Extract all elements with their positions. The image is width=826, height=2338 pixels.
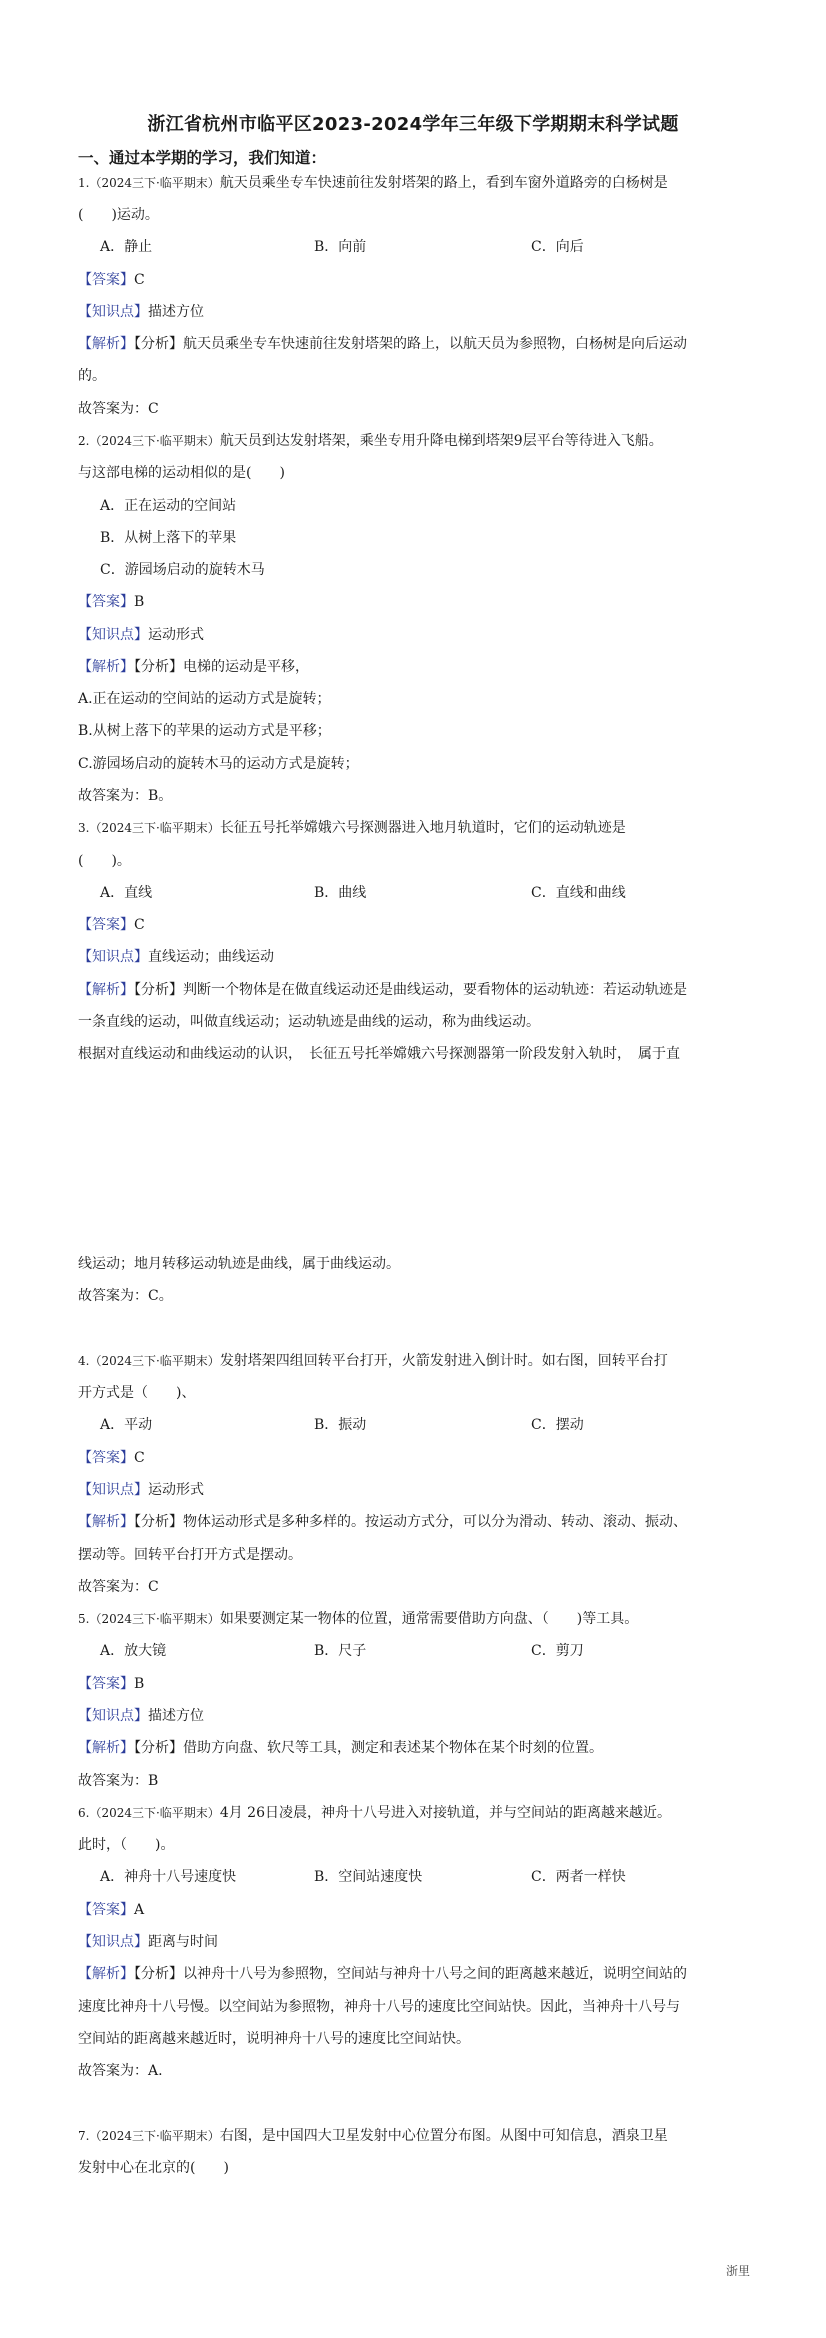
page-title: 浙江省杭州市临平区2023-2024学年三年级下学期期末科学试题 [147, 114, 679, 135]
analysis-line: 【解析】【分析】物体运动形式是多种多样的。按运动方式分，可以分为滑动、转动、滚动、振动、 [78, 1514, 687, 1530]
question-5-stem: 5.（2024三下·临平期末）如果要测定某一物体的位置，通常需要借助方向盘、（ )等工具。 [78, 1611, 639, 1627]
analysis-line: 的。 [78, 368, 106, 384]
conclusion-line: 故答案为：C [78, 1579, 159, 1595]
option-c: C．摆动 [531, 1417, 584, 1433]
question-2-stem: 2.（2024三下·临平期末）航天员到达发射塔架，乘坐专用升降电梯到塔架9层平台等待进入飞船。 [78, 433, 663, 449]
question-2-stem-cont: 与这部电梯的运动相似的是( ) [78, 465, 285, 481]
knowledge-line: 【知识点】描述方位 [78, 1708, 204, 1724]
knowledge-line: 【知识点】运动形式 [78, 1482, 204, 1498]
question-3-source: 3.（2024三下·临平期末） [78, 821, 220, 835]
conclusion-line: 故答案为：C。 [78, 1288, 173, 1304]
answer-line: 【答案】C [78, 1450, 145, 1466]
analysis-line: 【解析】【分析】电梯的运动是平移， [78, 659, 309, 675]
analysis-line: 摆动等。回转平台打开方式是摆动。 [78, 1547, 302, 1563]
footer-mark: 浙里 [726, 2264, 751, 2278]
answer-line: 【答案】B [78, 1676, 145, 1692]
answer-line: 【答案】B [78, 594, 145, 610]
answer-line: 【答案】C [78, 917, 145, 933]
question-7-stem-cont: 发射中心在北京的( ) [78, 2160, 229, 2176]
question-6-source: 6.（2024三下·临平期末） [78, 1806, 220, 1820]
option-c: C．向后 [531, 239, 584, 255]
option-a: A．直线 [100, 885, 153, 901]
answer-line: 【答案】C [78, 272, 145, 288]
option-b: B．空间站速度快 [314, 1869, 423, 1885]
analysis-line: 一条直线的运动，叫做直线运动；运动轨迹是曲线的运动，称为曲线运动。 [78, 1014, 540, 1030]
option-b: B．向前 [314, 239, 367, 255]
analysis-line: 【解析】【分析】借助方向盘、软尺等工具，测定和表述某个物体在某个时刻的位置。 [78, 1740, 603, 1756]
question-6-stem-cont: 此时，（ )。 [78, 1837, 175, 1853]
answer-line: 【答案】A [78, 1902, 145, 1918]
analysis-line: 速度比神舟十八号慢。以空间站为参照物，神舟十八号的速度比空间站快。因此，当神舟十八号与 [78, 1999, 680, 2015]
option-b: B．振动 [314, 1417, 367, 1433]
question-3-stem-cont: ( )。 [78, 853, 131, 869]
option-c: C．游园场启动的旋转木马 [100, 562, 265, 578]
question-7-stem: 7.（2024三下·临平期末）右图，是中国四大卫星发射中心位置分布图。从图中可知信息，酒泉卫星 [78, 2128, 668, 2144]
analysis-line: 空间站的距离越来越近时，说明神舟十八号的速度比空间站快。 [78, 2031, 470, 2047]
section-heading: 一、通过本学期的学习，我们知道： [78, 149, 327, 167]
option-c: C．两者一样快 [531, 1869, 626, 1885]
knowledge-line: 【知识点】运动形式 [78, 627, 204, 643]
question-1-stem-cont: ( )运动。 [78, 207, 159, 223]
question-6-stem: 6.（2024三下·临平期末）4月 26日凌晨，神舟十八号进入对接轨道，并与空间站的距离越来越近。 [78, 1805, 671, 1821]
question-5-source: 5.（2024三下·临平期末） [78, 1612, 220, 1626]
analysis-line: 【解析】【分析】判断一个物体是在做直线运动还是曲线运动，要看物体的运动轨迹：若运动轨迹是 [78, 982, 687, 998]
question-3-stem: 3.（2024三下·临平期末）长征五号托举嫦娥六号探测器进入地月轨道时，它们的运动轨迹是 [78, 820, 626, 836]
conclusion-line: 故答案为：B。 [78, 788, 173, 804]
option-a: A．平动 [100, 1417, 153, 1433]
option-a: A．放大镜 [100, 1643, 167, 1659]
analysis-line: 线运动；地月转移运动轨迹是曲线，属于曲线运动。 [78, 1256, 400, 1272]
question-4-stem-cont: 开方式是（ )、 [78, 1385, 196, 1401]
question-1-source: 1.（2024三下·临平期末） [78, 176, 220, 190]
analysis-line: 【解析】【分析】以神舟十八号为参照物，空间站与神舟十八号之间的距离越来越近，说明空间站的 [78, 1966, 687, 1982]
question-7-source: 7.（2024三下·临平期末） [78, 2129, 220, 2143]
option-b: B．曲线 [314, 885, 367, 901]
option-a: A．静止 [100, 239, 153, 255]
conclusion-line: 故答案为：A. [78, 2063, 163, 2079]
option-b: B．从树上落下的苹果 [100, 530, 237, 546]
question-2-source: 2.（2024三下·临平期末） [78, 434, 220, 448]
analysis-line: C.游园场启动的旋转木马的运动方式是旋转； [78, 756, 359, 772]
option-a: A．神舟十八号速度快 [100, 1869, 237, 1885]
conclusion-line: 故答案为：C [78, 401, 159, 417]
question-4-source: 4.（2024三下·临平期末） [78, 1354, 220, 1368]
analysis-line: A.正在运动的空间站的运动方式是旋转； [78, 691, 331, 707]
analysis-line: 【解析】【分析】航天员乘坐专车快速前往发射塔架的路上，以航天员为参照物，白杨树是向后运动 [78, 336, 687, 352]
conclusion-line: 故答案为：B [78, 1773, 159, 1789]
question-4-stem: 4.（2024三下·临平期末）发射塔架四组回转平台打开，火箭发射进入倒计时。如右图，回转平台打 [78, 1353, 668, 1369]
knowledge-line: 【知识点】描述方位 [78, 304, 204, 320]
analysis-line: B.从树上落下的苹果的运动方式是平移； [78, 723, 331, 739]
question-1-stem: 1.（2024三下·临平期末）航天员乘坐专车快速前往发射塔架的路上，看到车窗外道路旁的白杨树是 [78, 175, 668, 191]
option-c: C．直线和曲线 [531, 885, 626, 901]
option-c: C．剪刀 [531, 1643, 584, 1659]
knowledge-line: 【知识点】直线运动；曲线运动 [78, 949, 274, 965]
knowledge-line: 【知识点】距离与时间 [78, 1934, 218, 1950]
option-b: B．尺子 [314, 1643, 367, 1659]
analysis-line: 根据对直线运动和曲线运动的认识， 长征五号托举嫦娥六号探测器第一阶段发射入轨时， 属于直 [78, 1046, 680, 1062]
option-a: A．正在运动的空间站 [100, 498, 237, 514]
